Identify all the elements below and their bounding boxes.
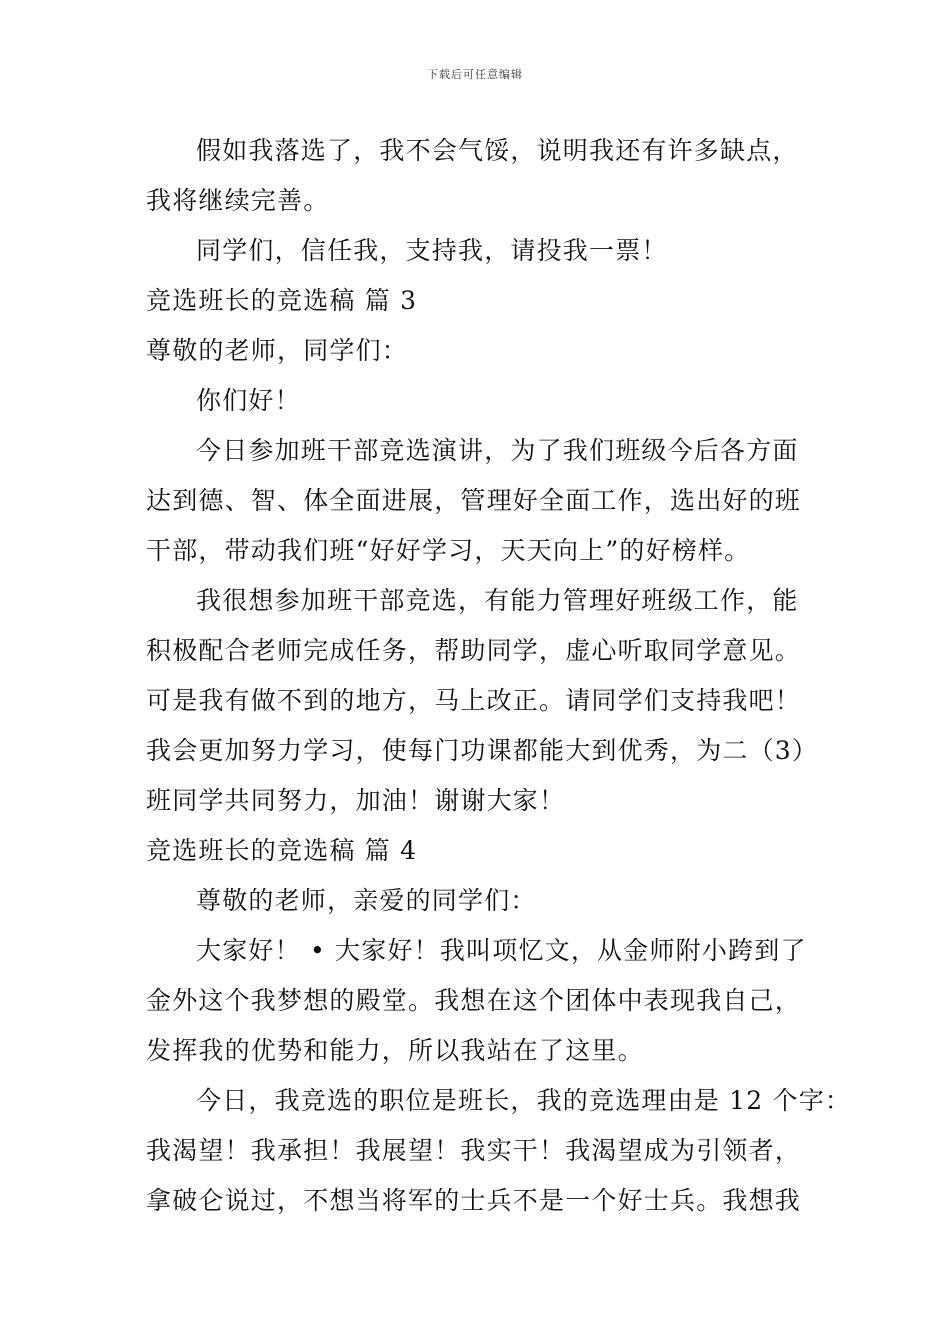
text-line: 金外这个我梦想的殿堂。我想在这个团体中表现我自己， xyxy=(146,986,802,1015)
section-heading: 竞选班长的竞选稿 篇 3 xyxy=(146,286,418,315)
page-header-note: 下载后可任意编辑 xyxy=(427,68,523,81)
text-line: 我渴望！我承担！我展望！我实干！我渴望成为引领者， xyxy=(146,1136,802,1165)
text-line: 今日参加班干部竞选演讲，为了我们班级今后各方面 xyxy=(196,436,799,465)
salutation: 尊敬的老师，同学们： xyxy=(146,336,409,365)
text-line: 达到德、智、体全面进展，管理好全面工作，选出好的班 xyxy=(146,486,802,515)
text-line: 班同学共同努力，加油！谢谢大家！ xyxy=(146,786,566,815)
section-heading: 竞选班长的竞选稿 篇 4 xyxy=(146,836,418,865)
text-line: 你们好！ xyxy=(196,386,301,415)
document-body xyxy=(146,126,852,1226)
text-line: 今日，我竞选的职位是班长，我的竞选理由是 12 个字： xyxy=(196,1086,852,1115)
text-line: 拿破仑说过，不想当将军的士兵不是一个好士兵。我想我 xyxy=(146,1186,802,1215)
text-line: 假如我落选了，我不会气馁，说明我还有许多缺点， xyxy=(196,136,799,165)
text-line: 我将继续完善。 xyxy=(146,186,330,215)
salutation: 尊敬的老师，亲爱的同学们： xyxy=(196,886,537,915)
text-line: 干部，带动我们班“好好学习，天天向上”的好榜样。 xyxy=(146,536,751,565)
text-line: 同学们，信任我，支持我，请投我一票！ xyxy=(196,236,668,265)
text-line: 我会更加努力学习，使每门功课都能大到优秀，为二（3） xyxy=(146,736,819,765)
text-line: 发挥我的优势和能力，所以我站在了这里。 xyxy=(146,1036,644,1065)
text-line: 积极配合老师完成任务，帮助同学，虚心听取同学意见。 xyxy=(146,636,802,665)
text-line: 可是我有做不到的地方，马上改正。请同学们支持我吧！ xyxy=(146,686,802,715)
text-line: 我很想参加班干部竞选，有能力管理好班级工作，能 xyxy=(196,586,799,615)
text-line: 大家好！ • 大家好！我叫项忆文，从金师附小跨到了 xyxy=(196,936,807,965)
